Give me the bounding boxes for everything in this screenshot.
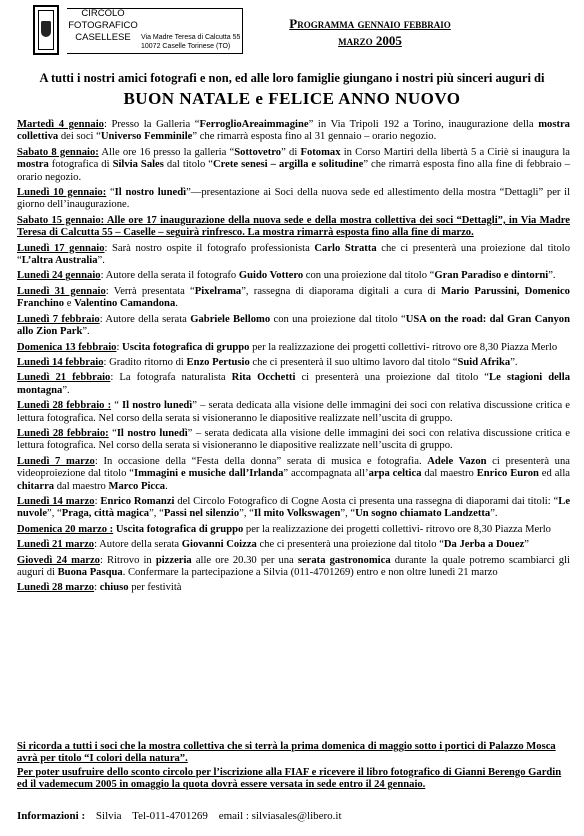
event-text: ” accompagnata all’ xyxy=(283,468,369,480)
note-fiaf: Per poter usufruire dello sconto circolo per l’iscrizione alla FIAF e ricevere il libro fotografico di Gianni Berengo Gardin ed il vademecum 2005 in omaggio la quota dovrà essere versata in sede entro il 24 gennaio. xyxy=(17,766,562,791)
event-highlight: Giovanni Coizza xyxy=(181,539,257,551)
event-text: dal titolo “ xyxy=(163,159,213,171)
event-text: ” che rimarrà esposta fino alla fine di febbraio – orario negozio. xyxy=(17,159,570,183)
event-text: ”. xyxy=(62,384,70,396)
club-address xyxy=(141,33,240,51)
event-item xyxy=(17,555,570,580)
event-item xyxy=(17,314,570,339)
event-highlight: Il nostro lunedì xyxy=(122,400,193,412)
event-date: Lunedì 28 marzo xyxy=(17,582,95,594)
event-text: e xyxy=(64,298,75,310)
event-date: Lunedì 28 febbraio: xyxy=(17,427,109,439)
event-item xyxy=(17,524,570,536)
event-text: : Sarà nostro ospite il fotografo professionista xyxy=(104,242,315,254)
event-text: per la realizzazione dei progetti collettivi- ritrovo ore 8,30 Piazza Merlo xyxy=(243,523,551,535)
event-text: ” di xyxy=(281,146,301,158)
event-text: con una proiezione dal titolo “ xyxy=(303,270,435,282)
event-text: ”. xyxy=(548,270,556,282)
event-item xyxy=(17,357,570,369)
events-list xyxy=(17,119,570,598)
event-highlight: Crete senesi – argilla e solitudine xyxy=(213,159,364,171)
event-item xyxy=(17,496,570,521)
event-text: dal maestro xyxy=(421,468,477,480)
program-title-line-1: Programma gennaio febbraio xyxy=(289,16,451,31)
event-highlight: mostra collettiva xyxy=(17,119,570,143)
logo-emblem xyxy=(33,5,59,55)
footer-info xyxy=(17,810,570,822)
event-item xyxy=(17,342,570,354)
event-date: Sabato 8 gennaio: xyxy=(17,146,99,158)
event-date: Lunedì 24 gennaio xyxy=(17,270,101,282)
event-text: dal maestro xyxy=(54,480,109,492)
greeting: A tutti i nostri amici fotografi e non, ed alle loro famiglie giungano i nostri più sinceri auguri di xyxy=(39,71,545,85)
event-text: : La fotografa naturalista xyxy=(110,372,232,384)
event-date: Lunedì 21 febbraio xyxy=(17,372,111,384)
event-highlight: Il nostro lunedì xyxy=(116,427,188,439)
event-text: per la realizzazione dei progetti collettivi- ritrovo ore 8,30 Piazza Merlo xyxy=(249,341,558,353)
event-text: ”. xyxy=(82,326,90,338)
event-text: durante la quale potremo scambiarci gli auguri di xyxy=(17,554,570,578)
event-highlight: Valentino Camandona xyxy=(74,298,176,310)
contact-phone: Tel-011-4701269 xyxy=(132,810,208,822)
event-highlight: Il mito Volkswagen xyxy=(253,508,341,520)
address-line-2: 10072 Caselle Torinese (TO) xyxy=(141,43,231,50)
event-date: Domenica 20 marzo : xyxy=(17,523,114,535)
event-highlight: Guido Vottero xyxy=(238,270,304,282)
footer-label: Informazioni : xyxy=(17,810,86,822)
event-date: Martedì 4 gennaio xyxy=(17,119,104,130)
event-highlight: Enrico Romanzi xyxy=(100,495,175,507)
event-highlight: Silvia Sales xyxy=(112,159,164,171)
program-title xyxy=(270,15,470,49)
event-text: : Verrà presentata “ xyxy=(105,285,195,297)
event-text: : Gradito ritorno di xyxy=(103,356,187,368)
event-highlight: Marco Picca xyxy=(108,480,166,492)
event-item xyxy=(17,372,570,397)
notes xyxy=(17,741,570,793)
club-name xyxy=(67,8,139,44)
event-highlight: mostra xyxy=(17,159,49,171)
event-highlight: Carlo Stratta xyxy=(314,242,377,254)
event-highlight: Pixelrama xyxy=(194,285,242,297)
event-date: Domenica 13 febbraio xyxy=(17,341,117,353)
event-item xyxy=(17,428,570,453)
event-text: . xyxy=(175,298,178,310)
club-name-line-1: CIRCOLO xyxy=(81,8,125,19)
event-text: che ci presenterà una proiezione dal titolo “ xyxy=(17,242,570,267)
event-item xyxy=(17,215,570,240)
event-item xyxy=(17,243,570,268)
event-highlight: pizzeria xyxy=(155,554,192,566)
event-text: : In occasione della “Festa della donna” serata di musica e fotografia. xyxy=(94,455,428,467)
event-text: : xyxy=(94,582,100,594)
event-highlight: Il nostro lunedì xyxy=(114,187,187,199)
event-text: Alle ore 16 presso la galleria “ xyxy=(98,146,235,158)
event-date: Lunedì 17 gennaio xyxy=(17,242,105,254)
event-text: in Corso Martiri della libertà 5 a Ciriè si inaugura la xyxy=(340,146,570,158)
event-highlight: serata gastronomica xyxy=(297,554,391,566)
event-text: : xyxy=(94,495,101,507)
event-highlight: Immagini e musiche dall’Irlanda xyxy=(133,468,284,480)
event-text: ”, “ xyxy=(149,508,164,520)
shield-icon xyxy=(41,21,51,37)
event-text: ”. xyxy=(490,508,498,520)
event-date: Lunedì 21 marzo xyxy=(17,539,95,551)
event-text: ”—presentazione ai Soci della nuova sede ed allestimento della mostra “Dettagli” per il giorno dell’inaugurazione. xyxy=(17,187,571,211)
event-text: ”, “ xyxy=(47,508,62,520)
event-item xyxy=(17,286,570,311)
headline: BUON NATALE e FELICE ANNO NUOVO xyxy=(123,89,461,108)
event-text: ” xyxy=(524,539,529,551)
event-date: Lunedì 31 gennaio xyxy=(17,285,106,297)
event-text: . xyxy=(165,480,168,492)
event-date: Lunedì 7 marzo xyxy=(17,455,95,467)
event-highlight: Praga, città magica xyxy=(61,508,150,520)
contact-name: Silvia xyxy=(95,810,122,822)
event-highlight: Uscita fotografica di gruppo xyxy=(122,341,250,353)
event-text: ” in Via Tripoli 192 a Torino, inaugurazione della xyxy=(308,119,539,130)
event-highlight: chiuso xyxy=(99,582,129,594)
event-text: che ci presenterà una proiezione dal titolo “ xyxy=(256,539,444,551)
event-text: “ xyxy=(106,187,115,199)
event-text: con una proiezione dal titolo “ xyxy=(270,313,406,325)
event-date: Sabato 15 gennaio: xyxy=(17,214,105,226)
event-item xyxy=(17,119,570,144)
event-date: Lunedì 10 gennaio: xyxy=(17,187,107,199)
event-text: : Autore della serata xyxy=(99,313,191,325)
event-highlight: Sottovetro xyxy=(234,146,282,158)
event-text: ”, rassegna di diaporama digitali a cura di xyxy=(241,285,441,297)
event-text: che ci presenterà il suo ultimo lavoro dal titolo “ xyxy=(249,356,458,368)
event-text: “ xyxy=(111,400,123,412)
event-text: ” che rimarrà esposta fino al 31 gennaio – orario negozio. xyxy=(192,131,437,143)
event-text: : Presso la Galleria “ xyxy=(103,119,200,130)
event-date: Lunedì 14 marzo xyxy=(17,495,95,507)
club-logo xyxy=(33,5,243,59)
event-text: ci presenterà una proiezione dal titolo “ xyxy=(295,372,489,384)
club-name-line-3: CASELLESE xyxy=(75,32,131,43)
event-highlight: Adele Vazon xyxy=(427,455,487,467)
event-item xyxy=(17,400,570,425)
event-highlight: Un sogno chiamato Landzetta xyxy=(355,508,491,520)
event-highlight: Le nuvole xyxy=(17,495,571,520)
event-text: : Autore della serata il fotografo xyxy=(100,270,239,282)
event-date: Giovedì 24 marzo xyxy=(17,554,100,566)
event-text: dei soci “ xyxy=(58,131,101,143)
contact-email: email : silviasales@libero.it xyxy=(218,810,342,822)
event-item xyxy=(17,187,570,212)
event-highlight: Uscita fotografica di gruppo xyxy=(115,523,244,535)
event-highlight: Passi nel silenzio xyxy=(163,508,240,520)
event-highlight: Enzo Pertusio xyxy=(186,356,250,368)
event-highlight: Alle ore 17 inaugurazione della nuova sede e della mostra collettiva dei soci “Dettagli”, in Via Madre Teresa di Calcutta 55 – Caselle – seguirà rinfresco. La mostra rimarrà esposta fino alla fine di marzo. xyxy=(17,214,570,239)
event-text: ci presenterà una videoproiezione dal titolo “ xyxy=(17,455,570,480)
event-text: ed alla xyxy=(538,468,570,480)
event-text: ” – serata dedicata alla visione delle immagini dei soci con relativa discussione critica e lettura fotografica. Nel corso della serata si visioneranno le diapositive realizzate nell’uscita di gruppo. xyxy=(17,400,571,424)
event-date: Lunedì 14 febbraio xyxy=(17,356,104,368)
event-text: “ xyxy=(108,427,117,439)
event-item xyxy=(17,270,570,282)
club-name-line-2: FOTOGRAFICO xyxy=(68,20,138,31)
event-text: ”. xyxy=(510,356,518,368)
event-text: fotografica di xyxy=(48,159,113,171)
event-highlight: L’altra Australia xyxy=(21,255,98,267)
note-exhibition: Si ricorda a tutti i soci che la mostra collettiva che si terrà la prima domenica di maggio sotto i portici di Palazzo Mosca avrà per titolo “I colori della natura”. xyxy=(17,741,556,765)
event-text: ”, “ xyxy=(239,508,254,520)
event-highlight: Gran Paradiso e dintorni xyxy=(434,270,549,282)
event-date: Lunedì 7 febbraio xyxy=(17,313,100,325)
event-text: : Autore della serata xyxy=(94,539,182,551)
event-highlight: Suid Afrika xyxy=(457,356,511,368)
event-item xyxy=(17,539,570,551)
event-highlight: FerroglioAreaimmagine xyxy=(199,119,309,130)
event-text: alle ore 20.30 per una xyxy=(191,554,298,566)
event-highlight: Universo Femminile xyxy=(100,131,193,143)
event-item xyxy=(17,582,570,594)
event-item xyxy=(17,456,570,493)
event-date: Lunedì 28 febbraio : xyxy=(17,400,112,412)
event-highlight: Le stagioni della montagna xyxy=(17,372,570,396)
event-item xyxy=(17,147,570,184)
event-text: del Circolo Fotografico di Cogne Aosta ci presenta una rassegna di diaporami dai titoli: “ xyxy=(174,495,559,507)
event-highlight: chitarra xyxy=(17,480,55,492)
program-title-line-2: marzo 2005 xyxy=(338,33,402,48)
event-text: ” – serata dedicata alla visione delle immagini dei soci con relativa discussione critica e lettura fotografica. Nel corso della serata si visioneranno le diapositive realizzate nell’uscita di gruppo. xyxy=(17,427,570,452)
event-highlight: arpa celtica xyxy=(368,468,422,480)
event-highlight: Enrico Euron xyxy=(476,468,539,480)
address-line-1: Via Madre Teresa di Calcutta 55 xyxy=(141,34,241,41)
event-text: ”. xyxy=(97,255,105,267)
event-text: : xyxy=(116,341,123,353)
event-highlight: Fotomax xyxy=(300,146,341,158)
event-text: . Confermare la partecipazione a Silvia (011-4701269) entro e non oltre lunedì 21 marzo xyxy=(122,567,498,578)
event-highlight: Rita Occhetti xyxy=(231,372,296,384)
event-highlight: Gabriele Bellomo xyxy=(190,313,271,325)
event-text: ”, “ xyxy=(340,508,356,520)
event-highlight: Buona Pasqua xyxy=(57,567,123,578)
event-highlight: Da Jerba a Douez xyxy=(443,539,525,551)
event-highlight: USA on the road: dal Gran Canyon allo Zion Park xyxy=(17,313,571,338)
event-text: per festività xyxy=(128,582,182,594)
event-text: : Ritrovo in xyxy=(99,554,156,566)
event-highlight: Mario Parussini, Domenico Franchino xyxy=(17,285,570,310)
